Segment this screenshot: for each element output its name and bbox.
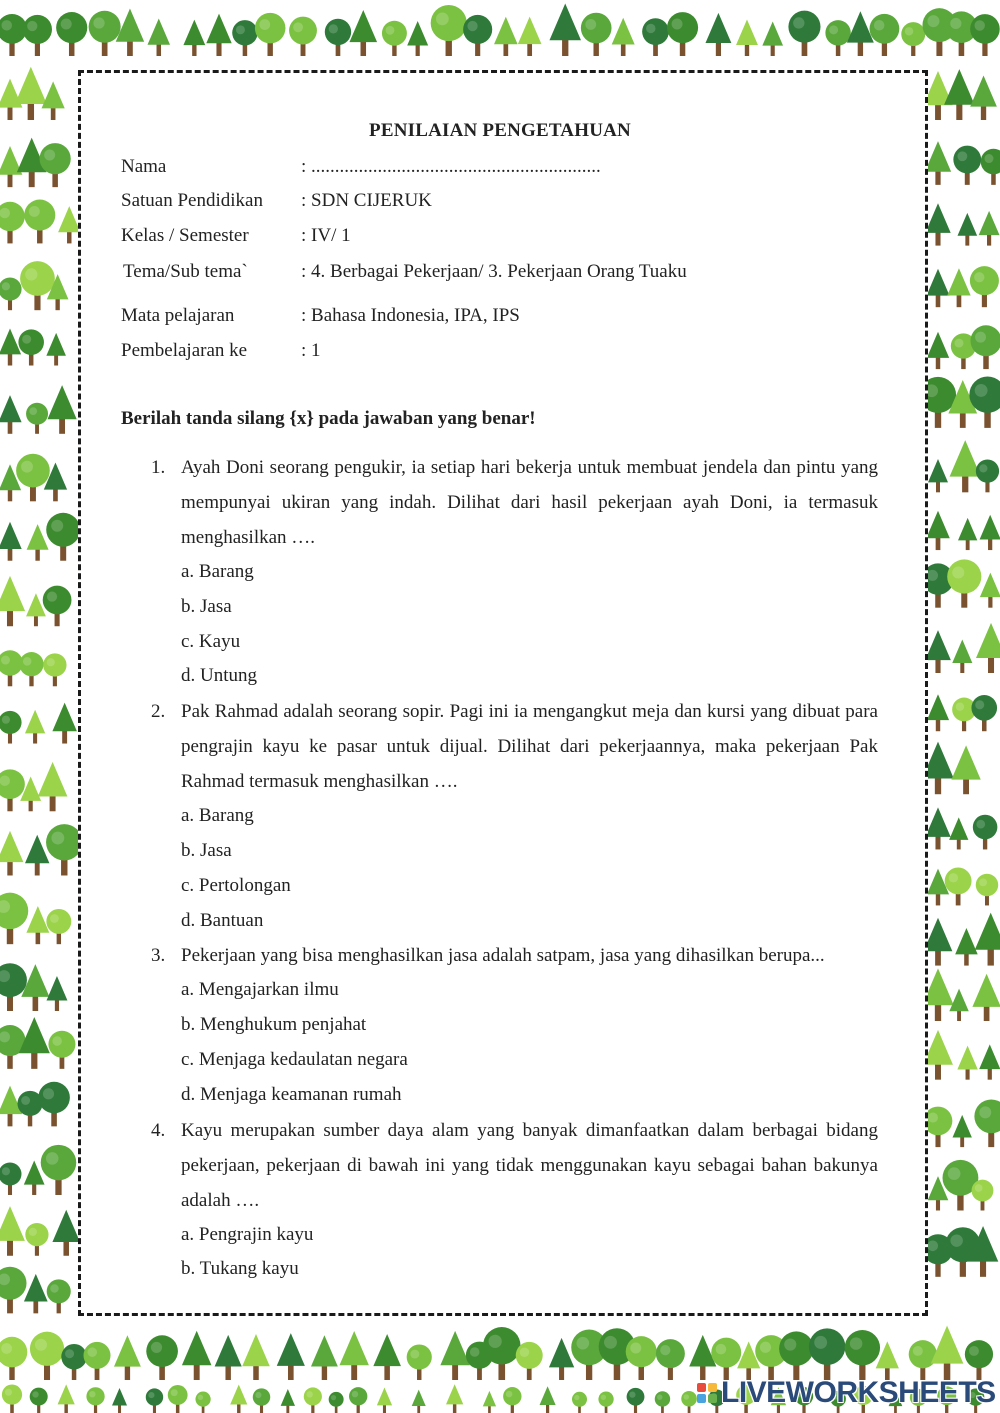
tree-icon xyxy=(116,9,144,56)
tree-icon xyxy=(928,511,950,550)
tree-icon xyxy=(612,18,635,56)
question-number: 4. xyxy=(151,1119,166,1141)
tree-icon xyxy=(412,1390,426,1413)
tree-icon xyxy=(407,21,428,56)
tree-icon xyxy=(949,817,968,849)
tree-icon xyxy=(329,1392,344,1413)
tree-icon xyxy=(114,1335,141,1380)
tree-icon xyxy=(349,1387,367,1413)
tree-icon xyxy=(950,440,981,492)
tree-icon xyxy=(2,1384,22,1413)
tree-icon xyxy=(19,652,43,686)
meta-value: : 4. Berbagai Pekerjaan/ 3. Pekerjaan Orang Tuaku xyxy=(301,261,687,282)
tree-icon xyxy=(253,1388,270,1413)
tree-icon xyxy=(951,745,980,794)
tree-icon xyxy=(146,1335,178,1380)
meta-value: : SDN CIJERUK xyxy=(301,190,432,211)
tree-icon xyxy=(84,1342,111,1380)
tree-icon xyxy=(928,807,951,849)
tree-icon xyxy=(928,1030,953,1080)
tree-icon xyxy=(23,15,52,56)
tree-icon xyxy=(0,963,27,1011)
tree-icon xyxy=(957,1046,977,1080)
tree-icon xyxy=(30,1388,48,1413)
tree-icon xyxy=(30,1332,64,1380)
tree-icon xyxy=(969,376,1000,427)
liveworksheets-logo[interactable] xyxy=(697,1376,996,1410)
tree-icon xyxy=(549,1338,574,1380)
tree-icon xyxy=(979,211,1000,246)
tree-icon xyxy=(981,149,1000,185)
tree-icon xyxy=(0,1163,22,1195)
tree-icon xyxy=(25,835,49,876)
tree-border-left xyxy=(0,60,78,1318)
question-text: Kayu merupakan sumber daya alam yang banyak dimanfaatkan dalam berbagai bidang pekerjaan, pekerjaan di bawah ini yang tidak menggunakan kayu sebagai bahan bakunya adalah …. xyxy=(181,1119,878,1211)
tree-icon xyxy=(0,1206,25,1256)
tree-icon xyxy=(24,200,55,244)
meta-value: : Bahasa Indonesia, IPA, IPS xyxy=(301,305,520,326)
logo-square xyxy=(697,1383,706,1392)
tree-icon xyxy=(27,524,49,561)
tree-icon xyxy=(581,13,612,56)
tree-icon xyxy=(809,1328,846,1380)
tree-icon xyxy=(446,1384,463,1413)
tree-icon xyxy=(627,1388,645,1413)
logo-mark-icon xyxy=(697,1383,717,1403)
question-number: 1. xyxy=(151,457,166,478)
tree-icon xyxy=(976,623,1000,673)
tree-icon xyxy=(779,1331,813,1380)
answer-option[interactable]: a. Pengrajin kayu xyxy=(181,1223,314,1245)
tree-icon xyxy=(953,1115,972,1147)
tree-icon xyxy=(979,1044,1000,1079)
tree-icon xyxy=(928,459,948,492)
tree-border-right xyxy=(928,60,1000,1318)
tree-icon xyxy=(825,20,850,56)
tree-icon xyxy=(47,385,76,434)
meta-label: Kelas / Semester xyxy=(121,225,249,246)
tree-icon xyxy=(24,1274,48,1313)
answer-option[interactable]: a. Barang xyxy=(181,805,254,827)
tree-icon xyxy=(25,1223,48,1256)
tree-icon xyxy=(972,1180,994,1211)
tree-icon xyxy=(281,1389,295,1413)
question-number: 2. xyxy=(151,701,166,723)
tree-icon xyxy=(146,1388,163,1413)
tree-icon xyxy=(928,332,949,369)
tree-icon xyxy=(970,14,1000,56)
tree-icon xyxy=(928,141,951,185)
tree-icon xyxy=(847,11,874,56)
tree-icon xyxy=(26,906,49,944)
tree-icon xyxy=(0,650,23,686)
tree-icon xyxy=(626,1336,657,1380)
answer-option[interactable]: d. Menjaga keamanan rumah xyxy=(181,1083,402,1105)
tree-icon xyxy=(43,586,72,627)
tree-icon xyxy=(183,20,205,56)
tree-icon xyxy=(46,824,78,875)
tree-icon xyxy=(957,213,977,246)
tree-icon xyxy=(16,454,50,502)
tree-icon xyxy=(46,909,71,944)
meta-label: Satuan Pendidikan xyxy=(121,190,263,211)
tree-icon xyxy=(928,203,951,245)
tree-icon xyxy=(928,269,950,307)
tree-icon xyxy=(572,1392,587,1413)
tree-icon xyxy=(230,1384,247,1413)
logo-square xyxy=(697,1394,706,1403)
tree-icon xyxy=(901,22,925,56)
tree-icon xyxy=(947,268,970,307)
tree-icon xyxy=(973,815,998,850)
answer-option[interactable]: b. Tukang kayu xyxy=(181,1258,299,1280)
tree-icon xyxy=(339,1331,368,1380)
answer-option[interactable]: d. Untung xyxy=(181,665,257,687)
tree-icon xyxy=(980,573,1000,608)
tree-icon xyxy=(928,630,951,673)
tree-icon xyxy=(0,202,25,244)
tree-icon xyxy=(870,14,900,56)
tree-icon xyxy=(0,893,28,944)
question-text: Pekerjaan yang bisa menghasilkan jasa adalah satpam, jasa yang dihasilkan berupa... xyxy=(181,945,825,967)
meta-label: Mata pelajaran xyxy=(121,305,235,326)
tree-icon xyxy=(928,869,949,906)
tree-icon xyxy=(975,913,1000,966)
tree-icon xyxy=(0,395,22,434)
tree-icon xyxy=(52,703,77,744)
page-title: PENILAIAN PENGETAHUAN xyxy=(369,120,631,141)
question-text: Ayah Doni seorang pengukir, ia setiap hari bekerja untuk membuat jendela dan pintu yang mempunyai ukiran yang indah. Dilihat dari hasil pekerjaan ayah Doni, ia termasuk menghasilkan …. xyxy=(181,457,878,548)
tree-icon xyxy=(86,1387,104,1413)
question-text: Pak Rahmad adalah seorang sopir. Pagi ini ia mengangkut meja dan kursi yang dibuat para pengrajin kayu ke pasar untuk dijual. Dilihat dari pekerjaannya, maka pekerjaan Pak Rahmad termasuk menghasilkan …. xyxy=(181,701,878,793)
tree-icon xyxy=(43,653,66,686)
tree-icon xyxy=(945,868,972,906)
tree-icon xyxy=(656,1339,685,1380)
answer-option[interactable]: a. Mengajarkan ilmu xyxy=(181,979,339,1001)
logo-square xyxy=(708,1394,717,1403)
tree-icon xyxy=(516,1342,543,1380)
tree-icon xyxy=(349,10,377,56)
tree-icon xyxy=(46,333,66,366)
tree-icon xyxy=(206,14,231,56)
tree-icon xyxy=(974,1099,1000,1147)
meta-value: : 1 xyxy=(301,340,321,361)
tree-icon xyxy=(953,146,981,185)
tree-icon xyxy=(195,1391,210,1413)
tree-icon xyxy=(503,1387,521,1413)
meta-label: Pembelajaran ke xyxy=(121,340,248,361)
tree-icon xyxy=(928,694,949,731)
tree-icon xyxy=(788,11,820,56)
question-1 xyxy=(121,450,878,694)
meta-value: : ............................................................. xyxy=(301,156,601,177)
tree-icon xyxy=(255,13,286,56)
tree-icon xyxy=(182,1331,212,1380)
tree-icon xyxy=(928,1107,952,1148)
tree-icon xyxy=(762,22,783,56)
tree-icon xyxy=(407,1344,432,1380)
answer-option[interactable]: c. Menjaga kedaulatan negara xyxy=(181,1048,408,1070)
tree-icon xyxy=(41,1145,77,1195)
question-2 xyxy=(121,694,878,938)
tree-icon xyxy=(168,1385,188,1413)
tree-icon xyxy=(549,3,581,56)
tree-icon xyxy=(277,1333,305,1380)
answer-option[interactable]: b. Jasa xyxy=(181,595,232,617)
tree-icon xyxy=(0,1267,27,1314)
tree-icon xyxy=(46,513,78,561)
tree-icon xyxy=(952,640,972,673)
tree-icon xyxy=(112,1388,127,1413)
tree-icon xyxy=(845,1330,880,1380)
tree-icon xyxy=(518,17,542,56)
tree-icon xyxy=(928,742,954,795)
tree-icon xyxy=(40,143,71,187)
tree-icon xyxy=(440,1331,470,1380)
tree-icon xyxy=(944,69,975,120)
tree-icon xyxy=(0,769,25,811)
tree-icon xyxy=(970,266,999,307)
question-3 xyxy=(121,938,878,1112)
tree-icon xyxy=(58,206,78,243)
tree-icon xyxy=(89,11,121,56)
instruction-text: Berilah tanda silang {x} pada jawaban yang benar! xyxy=(121,408,536,429)
tree-icon xyxy=(18,329,44,365)
tree-icon xyxy=(46,976,67,1011)
tree-icon xyxy=(494,17,518,56)
tree-icon xyxy=(976,459,999,492)
tree-icon xyxy=(325,19,351,56)
tree-icon xyxy=(242,1334,270,1380)
answer-option[interactable]: c. Kayu xyxy=(181,630,241,652)
tree-icon xyxy=(970,325,1000,369)
tree-icon xyxy=(42,81,65,120)
tree-icon xyxy=(0,522,22,561)
tree-icon xyxy=(655,1391,670,1413)
question-list xyxy=(121,450,878,1287)
tree-icon xyxy=(681,1391,697,1413)
tree-border-top xyxy=(0,0,1000,60)
tree-icon xyxy=(52,1210,78,1256)
tree-icon xyxy=(215,1335,242,1380)
tree-icon xyxy=(0,1337,27,1380)
tree-icon xyxy=(928,918,952,966)
tree-icon xyxy=(705,13,731,56)
tree-icon xyxy=(0,146,22,187)
tree-icon xyxy=(0,277,22,310)
question-4 xyxy=(121,1113,878,1288)
question-number: 3. xyxy=(151,945,166,967)
tree-icon xyxy=(947,559,981,607)
answer-option[interactable]: c. Pertolongan xyxy=(181,874,291,896)
tree-icon xyxy=(483,1391,496,1413)
tree-icon xyxy=(304,1387,322,1413)
tree-icon xyxy=(955,928,978,966)
tree-icon xyxy=(711,1338,741,1380)
tree-icon xyxy=(598,1391,613,1413)
tree-icon xyxy=(0,711,22,744)
tree-icon xyxy=(377,1388,392,1413)
tree-icon xyxy=(965,1340,993,1380)
tree-icon xyxy=(972,974,1000,1021)
tree-icon xyxy=(928,968,954,1021)
tree-icon xyxy=(15,67,47,120)
tree-icon xyxy=(958,518,977,550)
tree-icon xyxy=(48,1031,75,1069)
meta-label: Tema/Sub tema` xyxy=(123,261,248,282)
tree-icon xyxy=(26,403,48,434)
tree-icon xyxy=(976,874,998,906)
answer-option[interactable]: a. Barang xyxy=(181,561,254,582)
tree-icon xyxy=(431,5,467,56)
tree-icon xyxy=(463,15,492,56)
tree-icon xyxy=(540,1386,556,1413)
tree-icon xyxy=(483,1327,521,1380)
logo-text: LIVEWORKSHEETS xyxy=(721,1376,996,1409)
tree-icon xyxy=(949,989,968,1021)
tree-icon xyxy=(38,762,68,811)
tree-icon xyxy=(61,1344,87,1380)
tree-icon xyxy=(382,21,407,56)
tree-icon xyxy=(667,12,698,56)
tree-icon xyxy=(20,261,55,310)
tree-icon xyxy=(373,1334,401,1380)
tree-icon xyxy=(21,964,49,1011)
answer-option[interactable]: b. Menghukum penjahat xyxy=(181,1014,367,1036)
tree-icon xyxy=(311,1335,338,1380)
tree-icon xyxy=(38,1082,70,1127)
tree-icon xyxy=(971,695,997,731)
tree-icon xyxy=(736,19,758,56)
tree-icon xyxy=(47,1279,71,1313)
logo-square xyxy=(708,1383,717,1392)
tree-icon xyxy=(58,1384,75,1413)
tree-icon xyxy=(289,17,317,56)
meta-label: Nama xyxy=(121,156,167,177)
tree-icon xyxy=(56,12,87,56)
tree-icon xyxy=(0,831,23,876)
tree-icon xyxy=(148,18,171,56)
tree-icon xyxy=(0,576,25,626)
answer-option[interactable]: b. Jasa xyxy=(181,839,232,861)
tree-icon xyxy=(642,18,669,56)
tree-icon xyxy=(928,377,956,428)
tree-icon xyxy=(970,76,997,120)
tree-icon xyxy=(19,1017,50,1069)
tree-icon xyxy=(0,329,21,366)
tree-icon xyxy=(232,20,257,56)
answer-option[interactable]: d. Bantuan xyxy=(181,909,264,931)
meta-value: : IV/ 1 xyxy=(301,225,351,246)
tree-icon xyxy=(952,698,976,732)
tree-icon xyxy=(980,515,1000,550)
tree-icon xyxy=(931,1326,964,1380)
tree-icon xyxy=(25,710,45,744)
tree-icon xyxy=(0,14,27,56)
